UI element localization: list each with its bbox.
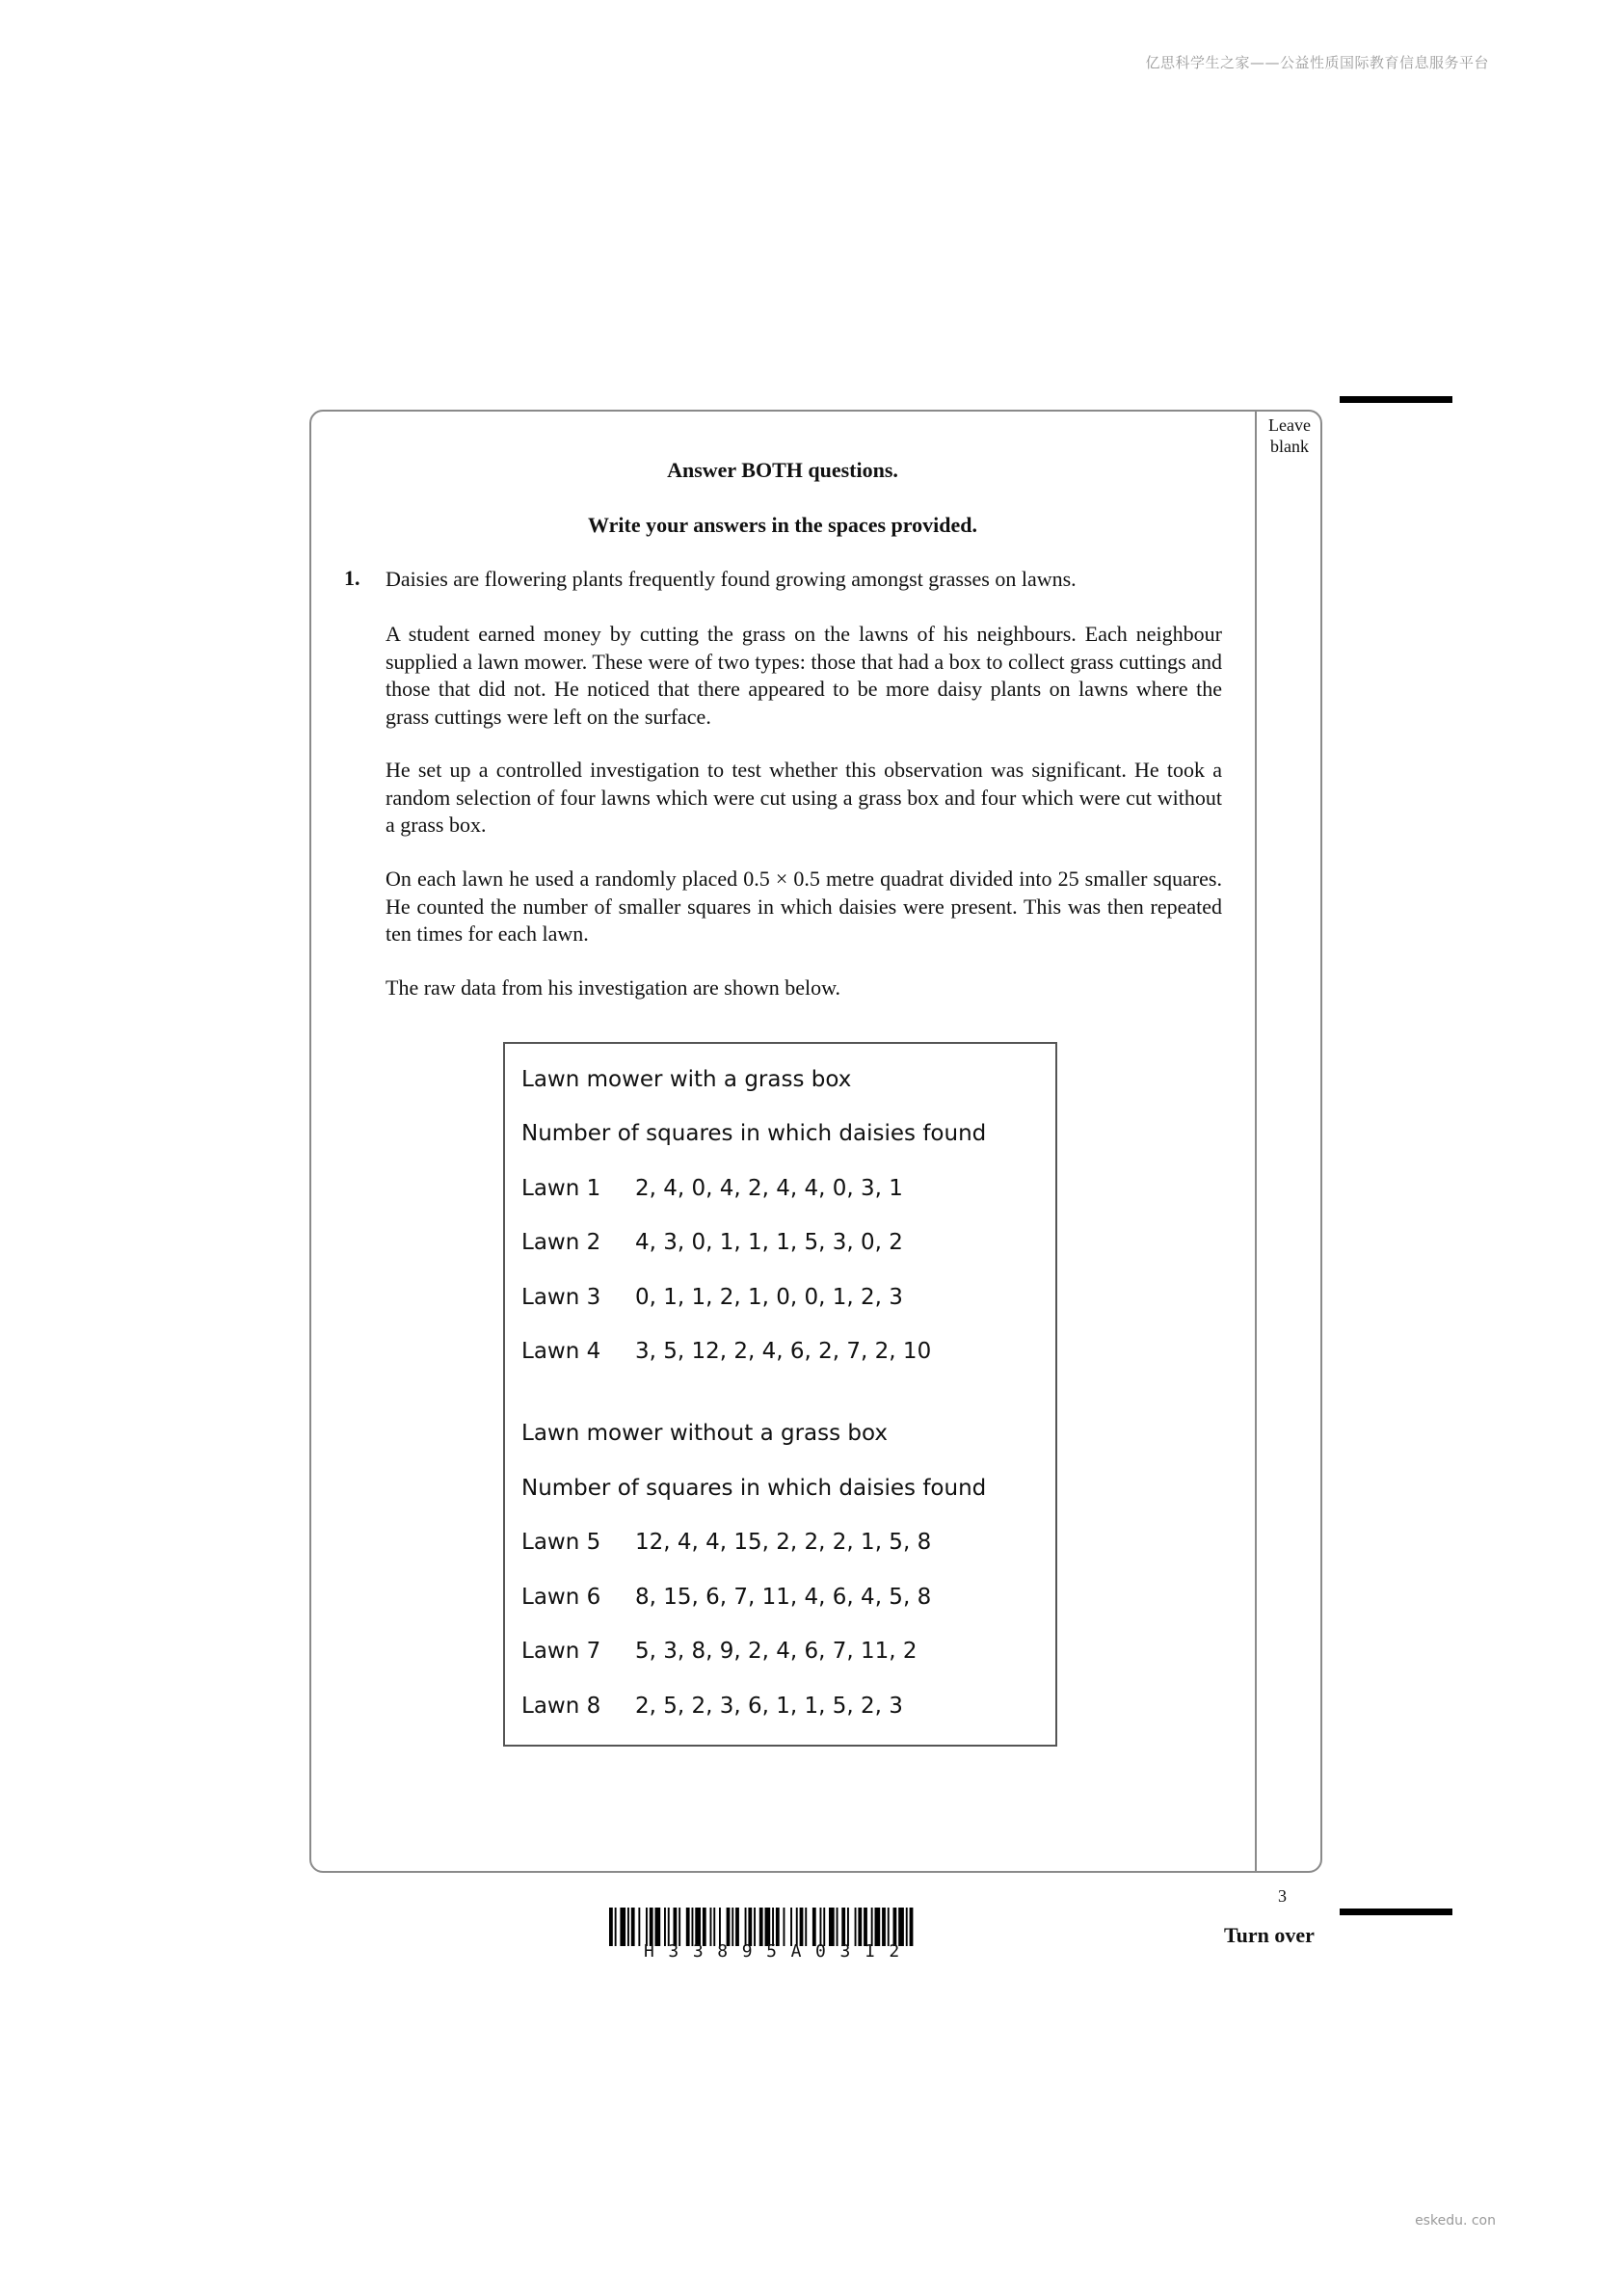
lawn-values: 4, 3, 0, 1, 1, 1, 5, 3, 0, 2 xyxy=(635,1230,903,1255)
group1-title: Lawn mower with a grass box xyxy=(521,1067,852,1092)
question-paragraph-1: Daisies are flowering plants frequently found growing amongst grasses on lawns. xyxy=(386,567,1077,591)
lawn-name: Lawn 3 xyxy=(521,1285,601,1310)
lawn-values: 5, 3, 8, 9, 2, 4, 6, 7, 11, 2 xyxy=(635,1639,918,1664)
lawn-row xyxy=(521,1530,931,1555)
leave-label-line2: blank xyxy=(1270,437,1309,456)
group2-subtitle: Number of squares in which daisies found xyxy=(521,1476,987,1501)
lawn-row xyxy=(521,1230,903,1255)
bottom-margin-rule xyxy=(1340,1909,1452,1915)
question-paragraph-5: The raw data from his investigation are shown below. xyxy=(386,975,841,1000)
lawn-row xyxy=(521,1176,903,1201)
group2-title: Lawn mower without a grass box xyxy=(521,1421,888,1446)
leave-blank-column-divider xyxy=(1255,412,1257,1871)
lawn-row xyxy=(521,1694,903,1719)
barcode-text: H33895A0312 xyxy=(644,1941,914,1962)
raw-data-box xyxy=(503,1042,1057,1747)
lawn-name: Lawn 6 xyxy=(521,1585,601,1610)
lawn-name: Lawn 4 xyxy=(521,1339,601,1364)
lawn-name: Lawn 8 xyxy=(521,1694,601,1719)
lawn-row xyxy=(521,1339,931,1364)
lawn-name: Lawn 5 xyxy=(521,1530,601,1555)
heading-write-answers: Write your answers in the spaces provided. xyxy=(588,513,977,537)
watermark-top: 亿思科学生之家——公益性质国际教育信息服务平台 xyxy=(1145,54,1489,71)
turn-over-label: Turn over xyxy=(1224,1923,1315,1947)
lawn-values: 2, 4, 0, 4, 2, 4, 4, 0, 3, 1 xyxy=(635,1176,903,1201)
lawn-row xyxy=(521,1585,931,1610)
question-paragraph-4: On each lawn he used a randomly placed 0.5 × 0.5 metre quadrat divided into 25 smaller squares. He counted the number of smaller squares in which daisies were present. This was then repeated ten times for each lawn. xyxy=(386,867,1222,946)
lawn-name: Lawn 1 xyxy=(521,1176,601,1201)
group1-subtitle: Number of squares in which daisies found xyxy=(521,1121,987,1146)
question-paragraph-3: He set up a controlled investigation to test whether this observation was significant. He took a random selection of four lawns which were cut using a grass box and four which were cut without a grass box. xyxy=(386,758,1222,837)
lawn-values: 0, 1, 1, 2, 1, 0, 0, 1, 2, 3 xyxy=(635,1285,903,1310)
question-number: 1. xyxy=(344,566,360,590)
watermark-bottom: eskedu. con xyxy=(1415,2213,1496,2229)
barcode-image xyxy=(609,1908,1025,1946)
lawn-name: Lawn 2 xyxy=(521,1230,601,1255)
lawn-name: Lawn 7 xyxy=(521,1639,601,1664)
top-margin-rule xyxy=(1340,396,1452,403)
page-number: 3 xyxy=(1278,1886,1287,1906)
lawn-values: 12, 4, 4, 15, 2, 2, 2, 1, 5, 8 xyxy=(635,1530,932,1555)
leave-label-line1: Leave xyxy=(1268,415,1311,435)
lawn-values: 2, 5, 2, 3, 6, 1, 1, 5, 2, 3 xyxy=(635,1694,903,1719)
leave-blank-label xyxy=(1257,414,1322,457)
heading-answer-both: Answer BOTH questions. xyxy=(667,458,898,482)
lawn-row xyxy=(521,1285,903,1310)
lawn-values: 8, 15, 6, 7, 11, 4, 6, 4, 5, 8 xyxy=(635,1585,932,1610)
question-paragraph-2: A student earned money by cutting the grass on the lawns of his neighbours. Each neighbour supplied a lawn mower. These were of two types: those that had a box to collect grass cuttings and those that did not. He noticed that there appeared to be more daisy plants on lawns where the grass cuttings were left on the surface. xyxy=(386,622,1222,729)
lawn-values: 3, 5, 12, 2, 4, 6, 2, 7, 2, 10 xyxy=(635,1339,932,1364)
lawn-row xyxy=(521,1639,918,1664)
